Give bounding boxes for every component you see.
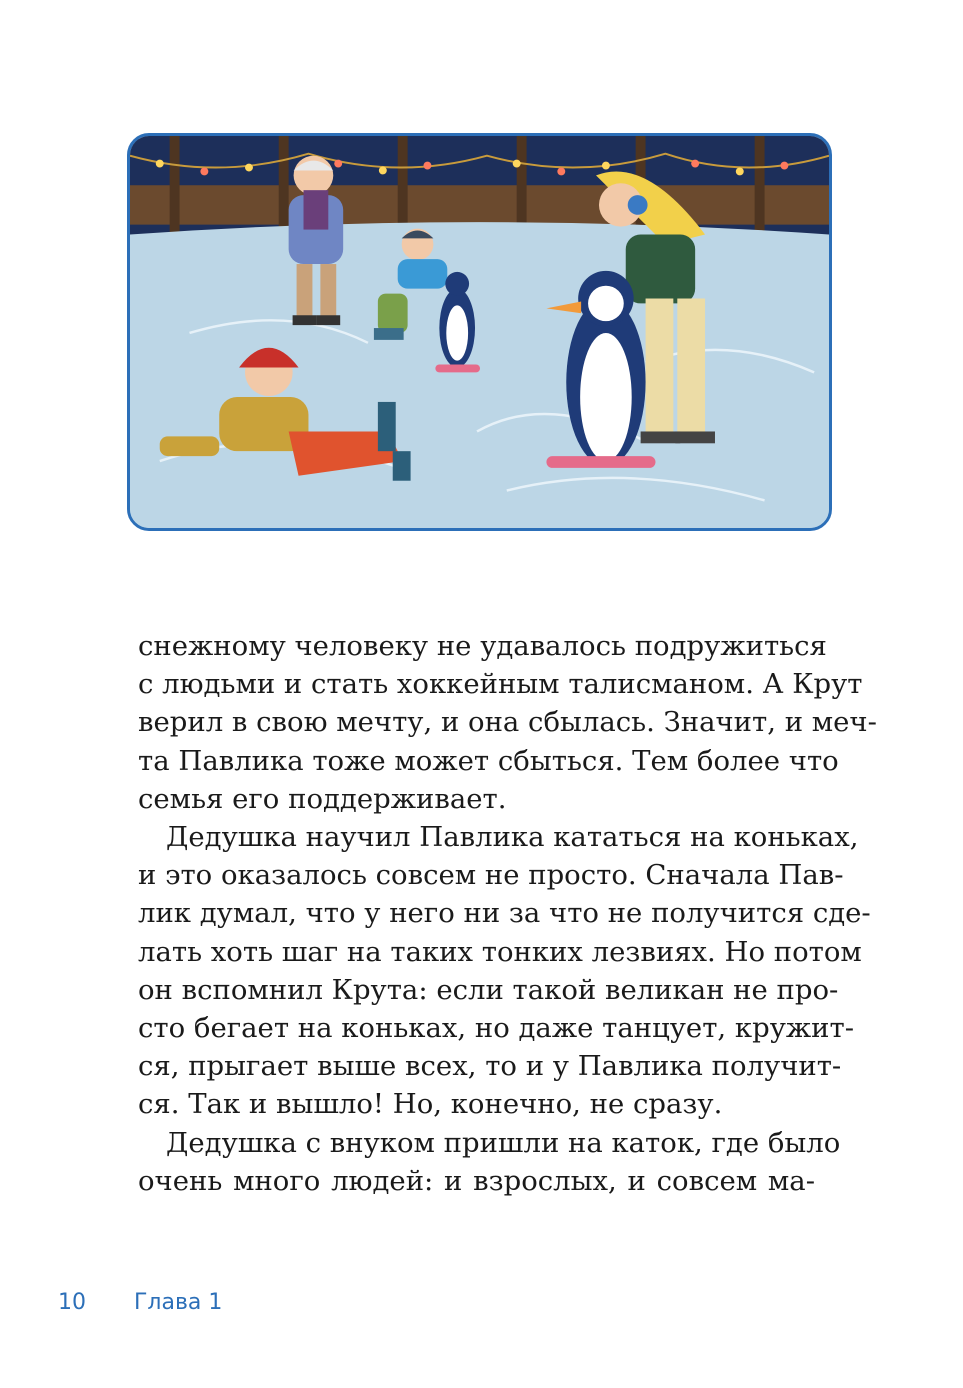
text-line: верил в свою мечту, и она сбылась. Значит, и меч- [138,706,877,739]
text-line: семья его поддерживает. [138,782,507,815]
text-line: лать хоть шаг на таких тонких лезвиях. Но потом [138,935,862,968]
text-line: лик думал, что у него ни за что не получится сде- [138,897,871,930]
chapter-label: Глава 1 [134,1290,223,1315]
text-line: ся. Так и вышло! Но, конечно, не сразу. [138,1088,723,1121]
text-line: Дедушка с внуком пришли на каток, где было [166,1126,841,1159]
text-line: с людьми и стать хоккейным талисманом. А Крут [138,668,863,701]
rink-fence [130,185,829,224]
paragraph-2 [138,818,871,1124]
text-line: он вспомнил Крута: если такой великан не про- [138,973,839,1006]
text-line: очень много людей: и взрослых, и совсем ма- [138,1164,815,1197]
page-number: 10 [58,1290,86,1315]
text-line: и это оказалось совсем не просто. Сначала Пав- [138,859,844,892]
ice-rink-scene [130,136,829,528]
paragraph-1 [138,627,877,818]
page-footer [0,1290,963,1330]
text-line: Дедушка научил Павлика кататься на коньках, [166,821,859,854]
text-line: та Павлика тоже может сбыться. Тем более что [138,744,839,777]
story-text [138,627,877,1200]
ice-rink-illustration [127,133,832,531]
ice-surface [130,222,829,528]
paragraph-3 [138,1124,841,1200]
text-line: сто бегает на коньках, но даже танцует, кружит- [138,1012,855,1045]
text-line: ся, прыгает выше всех, то и у Павлика получит- [138,1050,842,1083]
text-line: снежному человеку не удавалось подружиться [138,630,827,662]
